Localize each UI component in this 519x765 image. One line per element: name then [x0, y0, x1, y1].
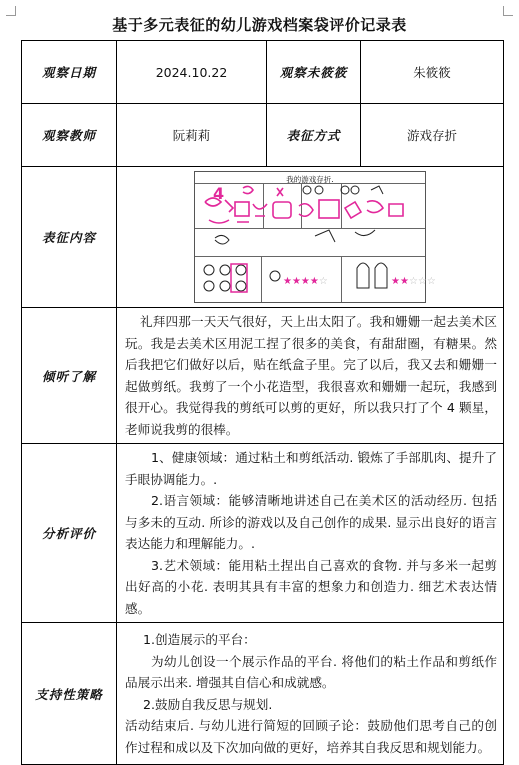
label-analysis: 分析评价 [22, 444, 117, 623]
label-represent-content: 表征内容 [22, 167, 117, 308]
analysis-cell [117, 444, 504, 623]
row-date-subject [22, 41, 504, 104]
evaluation-table [21, 40, 504, 765]
strategy-cell [117, 623, 504, 765]
row-content [22, 167, 504, 308]
analysis-language[interactable]: 2.语言领域：能够清晰地讲述自己在美术区的活动经历. 包括与多未的互动. 所诊的游戏以及自己创作的成果. 显示出良好的语言表达能力和理解能力。. [125, 493, 497, 551]
label-observe-subject: 观察未筱筱 [267, 41, 361, 104]
analysis-art[interactable]: 3.艺术领域：能用粘土捏出自己喜欢的食物. 并与多米一起剪出好高的小花. 表明其具有丰富的想象力和创造力. 细艺术表达情感。 [125, 557, 497, 616]
listen-text-block [117, 308, 503, 443]
label-observe-date: 观察日期 [22, 41, 117, 104]
analysis-health[interactable]: 1、健康领域：通过粘土和剪纸活动. 锻炼了手部肌肉、提升了手眼协调能力。. [125, 450, 497, 487]
label-represent-method: 表征方式 [267, 104, 361, 167]
strategy-text-block [117, 626, 503, 761]
rating-right [391, 272, 436, 287]
sheet-number: 4 [213, 184, 225, 203]
strategy-text-1[interactable]: 为幼儿创设一个展示作品的平台. 将他们的粘土作品和剪纸作品展示出来. 增强其自信心和成就感。 [125, 653, 497, 690]
value-observe-date[interactable]: 2024.10.22 [117, 41, 267, 104]
label-strategy: 支持性策略 [22, 623, 117, 765]
value-observe-subject[interactable]: 朱筱筱 [361, 41, 504, 104]
content-image-cell [117, 167, 504, 308]
label-listen: 倾听了解 [22, 308, 117, 444]
game-passbook-drawing[interactable] [194, 171, 436, 303]
page-title: 基于多元表征的幼儿游戏档案袋评价记录表 [112, 16, 407, 34]
row-analysis [22, 444, 504, 623]
row-teacher-method [22, 104, 504, 167]
value-observe-teacher[interactable]: 阮莉莉 [117, 104, 267, 167]
strategy-text-2[interactable]: 活动结束后. 与幼儿进行简短的回顾子论：鼓励他们思考自己的创作过程和成以及下次加向做的更好，培养其自我反思和规划能力。 [125, 718, 497, 755]
listen-text[interactable]: 礼拜四那一天天气很好，天上出太阳了。我和姗姗一起去美术区玩。我是去美术区用泥工捏了很多的美食，有甜甜圈，有糖果。然后我把它们做好以后，贴在纸盒子里。完了以后，我又去和姗姗一起做剪纸。我剪了一个小花造型，我很喜欢和姗姗一起玩，我感到很开心。我觉得我的剪纸可以剪的更好，所以我只打了个 4 颗星，老师说我剪的很棒。 [125, 314, 497, 437]
listen-cell [117, 308, 504, 444]
stars-empty-left: ☆ [318, 276, 328, 287]
strategy-heading-2[interactable]: 2.鼓励自我反思与规划. [143, 696, 273, 712]
sheet-title: 我的游戏存折. [286, 175, 334, 184]
row-strategy [22, 623, 504, 765]
strategy-heading-1[interactable]: 1.创造展示的平台： [143, 632, 256, 647]
stars-empty-right: ☆☆☆ [408, 276, 436, 287]
value-represent-method[interactable]: 游戏存折 [361, 104, 504, 167]
stars-filled-right: ★★ [391, 276, 409, 287]
label-observe-teacher: 观察教师 [22, 104, 117, 167]
stars-filled-left: ★★★★ [283, 276, 319, 287]
row-listen [22, 308, 504, 444]
analysis-text-block [117, 444, 503, 622]
rating-left [283, 272, 328, 287]
